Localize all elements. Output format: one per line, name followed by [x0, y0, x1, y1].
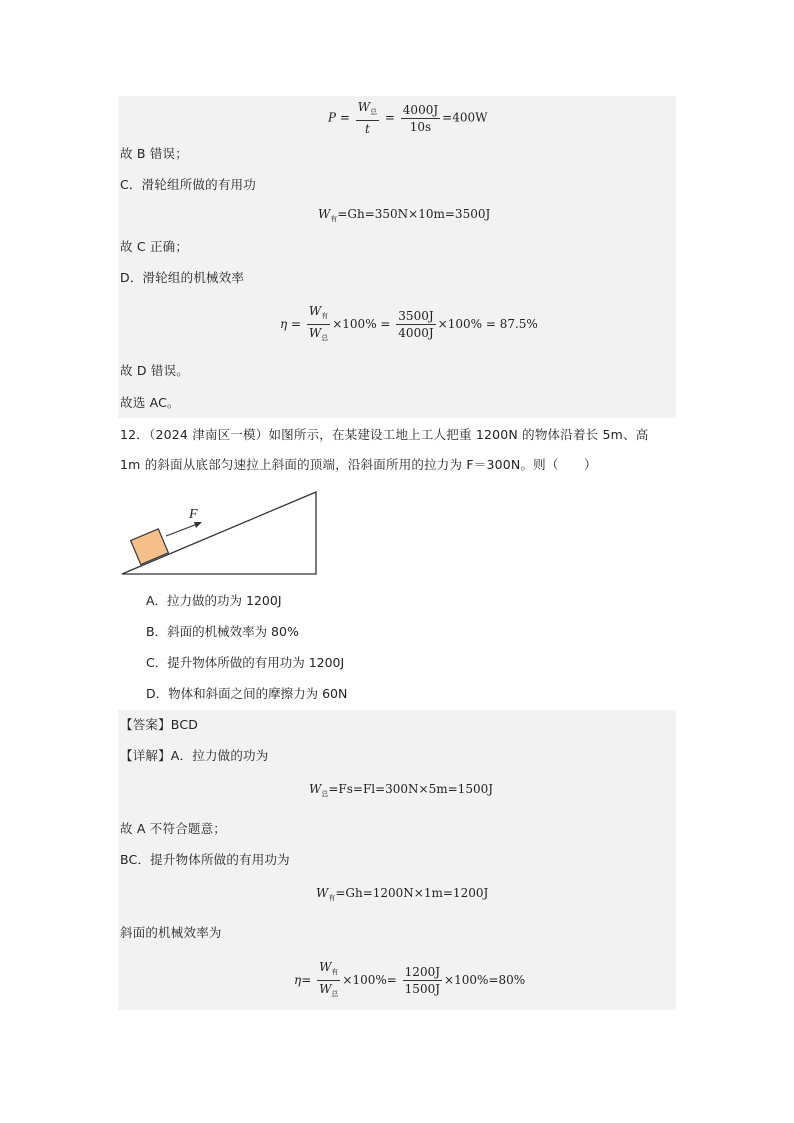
- formula-total-work: $W_总=Fs=Fl=300N\times 5m=1500J$: [309, 782, 494, 798]
- d-heading: D．滑轮组的机械效率: [120, 270, 245, 285]
- question-12-line-2: 1m 的斜面从底部匀速拉上斜面的顶端，沿斜面所用的拉力为 F＝300N。则（ ）: [120, 457, 597, 472]
- answer-ac: 故选 AC。: [120, 395, 180, 410]
- c-conclusion: 故 C 正确；: [120, 239, 189, 254]
- question-12-line-1: 12．（2024 津南区一模）如图所示，在某建设工地上工人把重 1200N 的物体沿着长 5m、高: [120, 427, 649, 442]
- option-a: A．拉力做的功为 1200J: [146, 593, 282, 608]
- eff-heading: 斜面的机械效率为: [120, 925, 222, 940]
- option-b: B．斜面的机械效率为 80%: [146, 624, 299, 639]
- b-conclusion: 故 B 错误；: [120, 146, 188, 161]
- force-label: F: [189, 507, 198, 522]
- formula-efficiency-2: η= $\frac{W_有}{W_总}$ ×100%= $\frac{1200J}{1500J}$ ×100%=80%: [294, 960, 526, 998]
- bc-heading: BC．提升物体所做的有用功为: [120, 852, 290, 867]
- formula-useful-work: $W_有=Gh=350N\times 10m=3500J$: [318, 207, 491, 223]
- option-c: C．提升物体所做的有用功为 1200J: [146, 655, 345, 670]
- d-conclusion: 故 D 错误。: [120, 363, 189, 378]
- detail-a: 【详解】A．拉力做的功为: [120, 748, 269, 763]
- formula-efficiency: η = $\frac{W_有}{W_总}$ ×100% = $\frac{3500J}{4000J}$ ×100% = 87.5%: [280, 304, 538, 342]
- force-arrow: [166, 523, 200, 536]
- a-conclusion: 故 A 不符合题意；: [120, 821, 226, 836]
- c-heading: C．滑轮组所做的有用功: [120, 177, 256, 192]
- solution-block-1-bg: [118, 96, 676, 418]
- answer-label: 【答案】BCD: [120, 717, 199, 732]
- formula-power: P = $\frac{W_总}{t}$ = $\frac{4000J}{10s}$ =400W: [328, 100, 488, 136]
- force-arrow-head: [194, 522, 202, 528]
- option-d: D．物体和斜面之间的摩擦力为 60N: [146, 686, 348, 701]
- incline-figure: [118, 488, 328, 578]
- block-object: [131, 529, 169, 565]
- formula-useful-work-2: $W_有=Gh=1200N\times 1m=1200J$: [316, 886, 489, 902]
